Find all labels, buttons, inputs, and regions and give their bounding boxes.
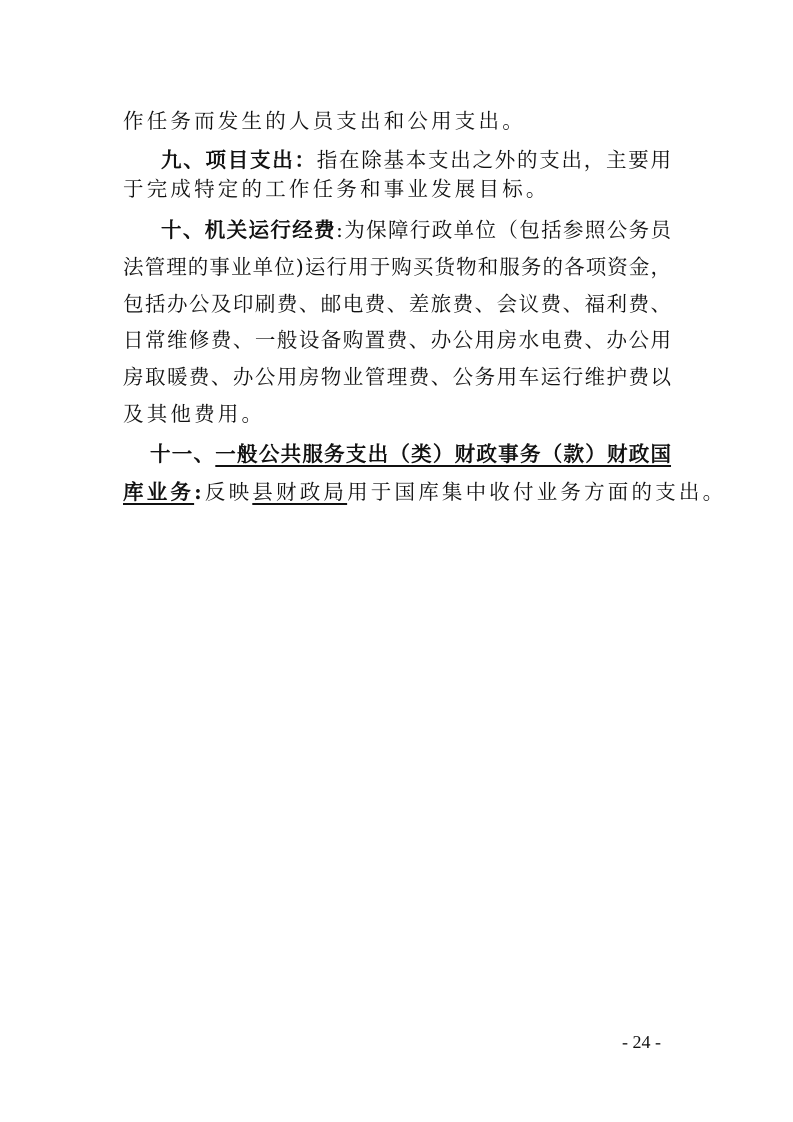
para10-line5 <box>123 359 671 395</box>
para10-line1 <box>161 212 671 248</box>
para10-text-6: 及其他费用。 <box>123 402 266 426</box>
para11-heading-underlined-2: 库业务 <box>123 480 195 504</box>
para11-line2 <box>123 474 727 510</box>
para8-line1 <box>123 103 671 139</box>
para11-heading-prefix: 十一、 <box>150 442 216 466</box>
para9-heading: 九、项目支出： <box>161 148 317 172</box>
para10-text-5: 房取暖费、办公用房物业管理费、公务用车运行维护费以 <box>123 365 671 389</box>
para8-text: 作任务而发生的人员支出和公用支出。 <box>123 109 526 133</box>
para11-subject: 县财政局 <box>252 480 348 504</box>
para11-line1 <box>150 436 671 472</box>
page-number: - 24 - <box>622 1032 661 1052</box>
para10-line2 <box>123 249 671 285</box>
para10-text-4: 日常维修费、一般设备购置费、办公用房水电费、办公用 <box>123 328 671 352</box>
para10-text-2: 法管理的事业单位)运行用于购买货物和服务的各项资金， <box>123 255 671 279</box>
para11-colon: : <box>194 480 205 504</box>
para10-line6 <box>123 396 671 432</box>
para10-line3 <box>123 286 671 322</box>
para10-heading: 十、机关运行经费 <box>161 218 336 242</box>
para9-text-1: 指在除基本支出之外的支出，主要用 <box>316 148 671 172</box>
para10-text-3: 包括办公及印刷费、邮电费、差旅费、会议费、福利费、 <box>123 292 671 316</box>
para11-text-b: 用于国库集中收付业务方面的支出。 <box>347 480 727 504</box>
para9-line2 <box>123 171 671 207</box>
para9-text-2: 于完成特定的工作任务和事业发展目标。 <box>123 177 550 201</box>
para11-heading-underlined-1: 一般公共服务支出（类）财政事务（款）财政国 <box>215 442 672 466</box>
para10-text-1: :为保障行政单位（包括参照公务员 <box>336 218 672 242</box>
para10-line4 <box>123 322 671 358</box>
para11-text-a: 反映 <box>204 480 253 504</box>
